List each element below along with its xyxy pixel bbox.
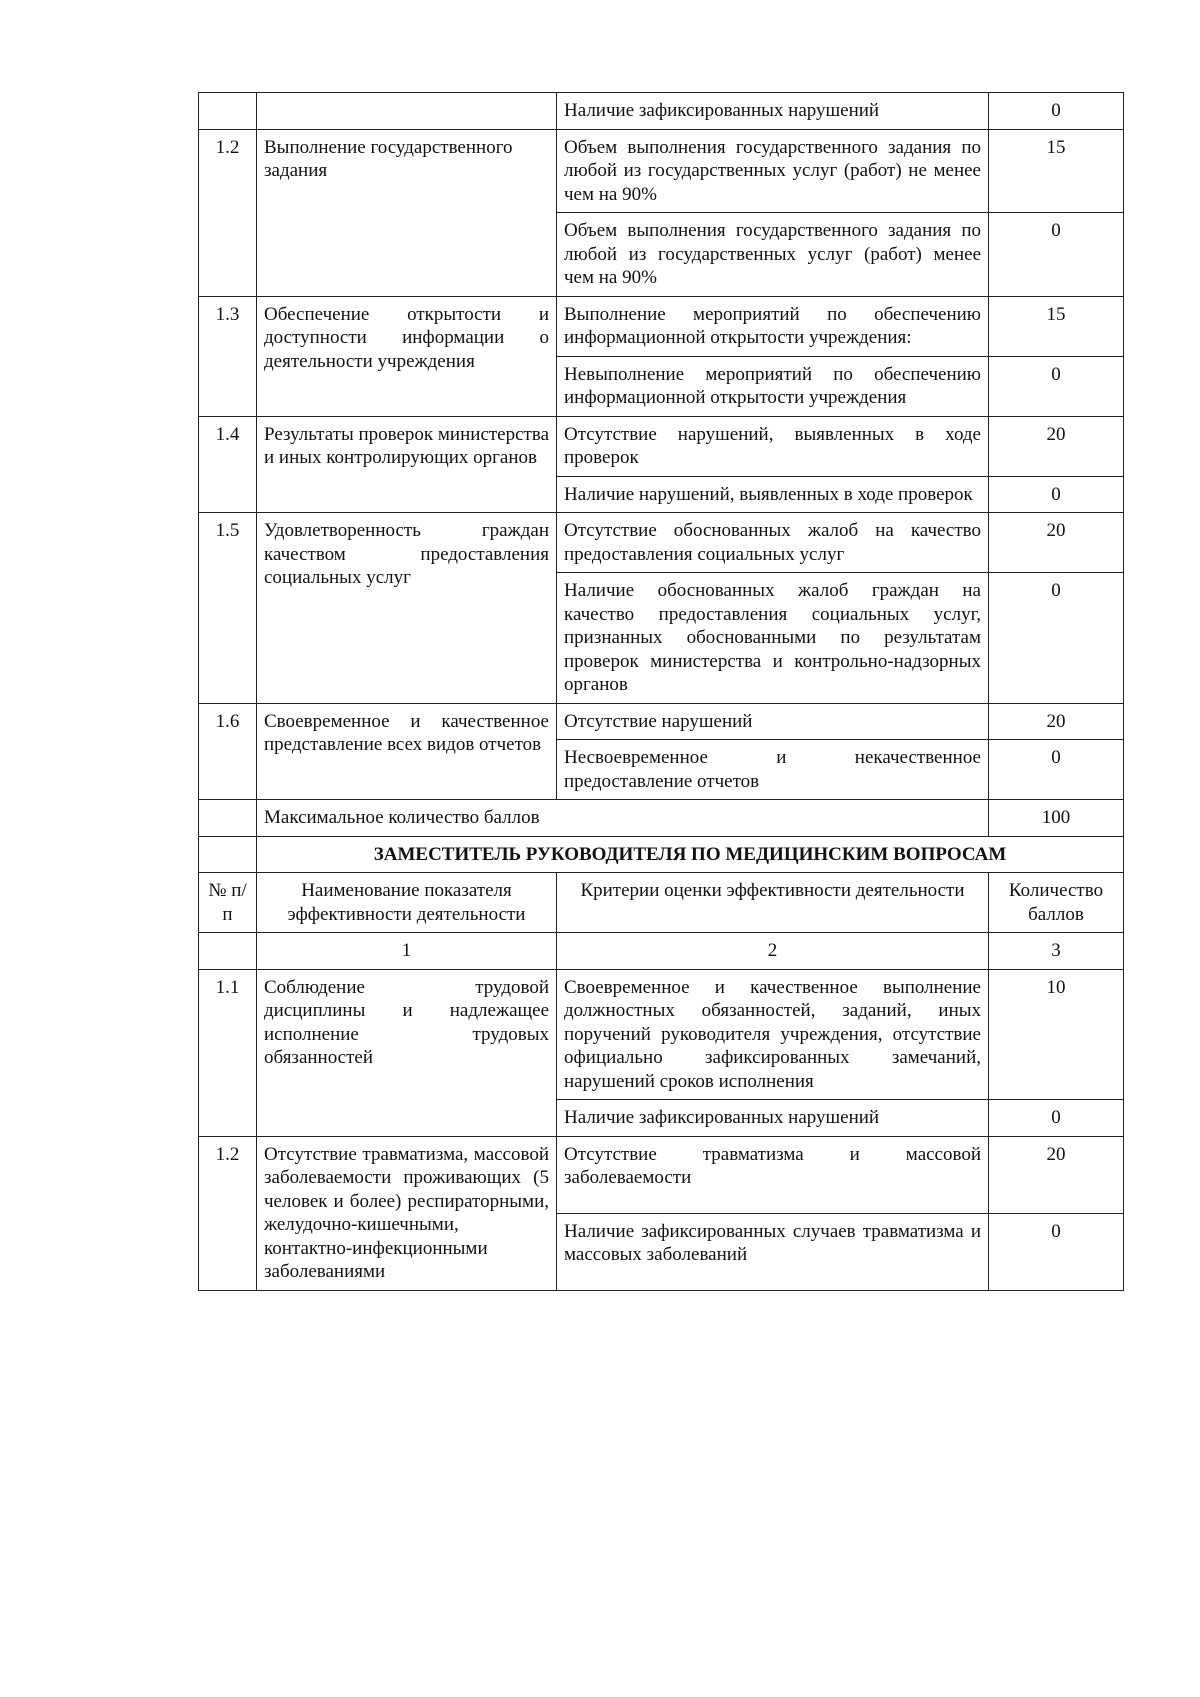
score-value: 0 [989,213,1124,297]
total-row [199,800,1124,837]
score-value: 15 [989,129,1124,213]
score-value: 15 [989,296,1124,356]
total-value: 100 [989,800,1124,837]
indicator-name: Отсутствие травматизма, массовой заболеваемости проживающих (5 человек и более) респираторными, желудочно-кишечными, контактно-инфекционными заболеваниями [257,1136,557,1290]
criterion-text: Объем выполнения государственного задания по любой из государственных услуг (работ) не менее чем на 90% [557,129,989,213]
indicator-name: Соблюдение трудовой дисциплины и надлежащее исполнение трудовых обязанностей [257,969,557,1136]
indicator-name [257,93,557,130]
criteria-table [198,92,1124,1291]
row-number: 1.2 [199,1136,257,1290]
column-number: 2 [557,933,989,970]
header-indicator-name: Наименование показателя эффективности деятельности [257,873,557,933]
criterion-text: Отсутствие нарушений, выявленных в ходе проверок [557,416,989,476]
score-value: 20 [989,703,1124,740]
indicator-name: Результаты проверок министерства и иных контролирующих органов [257,416,557,513]
criterion-text: Наличие обоснованных жалоб граждан на качество предоставления социальных услуг, признанных обоснованными по результатам проверок министерства и контрольно-надзорных органов [557,573,989,704]
column-number: 1 [257,933,557,970]
table-row [199,416,1124,476]
score-value: 20 [989,416,1124,476]
section-title: ЗАМЕСТИТЕЛЬ РУКОВОДИТЕЛЯ ПО МЕДИЦИНСКИМ ВОПРОСАМ [257,836,1124,873]
column-number: 3 [989,933,1124,970]
table-row [199,296,1124,356]
criterion-text: Объем выполнения государственного задания по любой из государственных услуг (работ) менее чем на 90% [557,213,989,297]
score-value: 0 [989,476,1124,513]
score-value: 20 [989,513,1124,573]
criterion-text: Отсутствие нарушений [557,703,989,740]
total-label: Максимальное количество баллов [257,800,989,837]
table-row [199,513,1124,573]
criterion-text: Наличие зафиксированных нарушений [557,1100,989,1137]
row-number [199,836,257,873]
criterion-text: Несвоевременное и некачественное предоставление отчетов [557,740,989,800]
criterion-text: Выполнение мероприятий по обеспечению информационной открытости учреждения: [557,296,989,356]
row-number [199,800,257,837]
score-value: 0 [989,1213,1124,1290]
indicator-name: Обеспечение открытости и доступности информации о деятельности учреждения [257,296,557,416]
header-score: Количество баллов [989,873,1124,933]
score-value: 0 [989,93,1124,130]
row-number: 1.6 [199,703,257,800]
score-value: 20 [989,1136,1124,1213]
criterion-text: Отсутствие травматизма и массовой заболеваемости [557,1136,989,1213]
header-row [199,873,1124,933]
table-row [199,1136,1124,1213]
header-criteria: Критерии оценки эффективности деятельности [557,873,989,933]
indicator-name: Выполнение государственного задания [257,129,557,296]
score-value: 10 [989,969,1124,1100]
column-number-row [199,933,1124,970]
header-num: № п/п [199,873,257,933]
criterion-text: Отсутствие обоснованных жалоб на качество предоставления социальных услуг [557,513,989,573]
row-number: 1.5 [199,513,257,704]
table-row [199,969,1124,1100]
row-number: 1.1 [199,969,257,1136]
criterion-text: Своевременное и качественное выполнение должностных обязанностей, заданий, иных поручений руководителя учреждения, отсутствие официально зафиксированных замечаний, нарушений сроков исполнения [557,969,989,1100]
row-number [199,93,257,130]
indicator-name: Удовлетворенность граждан качеством предоставления социальных услуг [257,513,557,704]
indicator-name: Своевременное и качественное представление всех видов отчетов [257,703,557,800]
score-value: 0 [989,740,1124,800]
score-value: 0 [989,573,1124,704]
criterion-text: Наличие зафиксированных нарушений [557,93,989,130]
criterion-text: Наличие зафиксированных случаев травматизма и массовых заболеваний [557,1213,989,1290]
table-row [199,703,1124,740]
criterion-text: Невыполнение мероприятий по обеспечению информационной открытости учреждения [557,356,989,416]
row-number [199,933,257,970]
row-number: 1.3 [199,296,257,416]
row-number: 1.4 [199,416,257,513]
criterion-text: Наличие нарушений, выявленных в ходе проверок [557,476,989,513]
section-row [199,836,1124,873]
score-value: 0 [989,356,1124,416]
score-value: 0 [989,1100,1124,1137]
row-number: 1.2 [199,129,257,296]
table-row [199,93,1124,130]
table-row [199,129,1124,213]
